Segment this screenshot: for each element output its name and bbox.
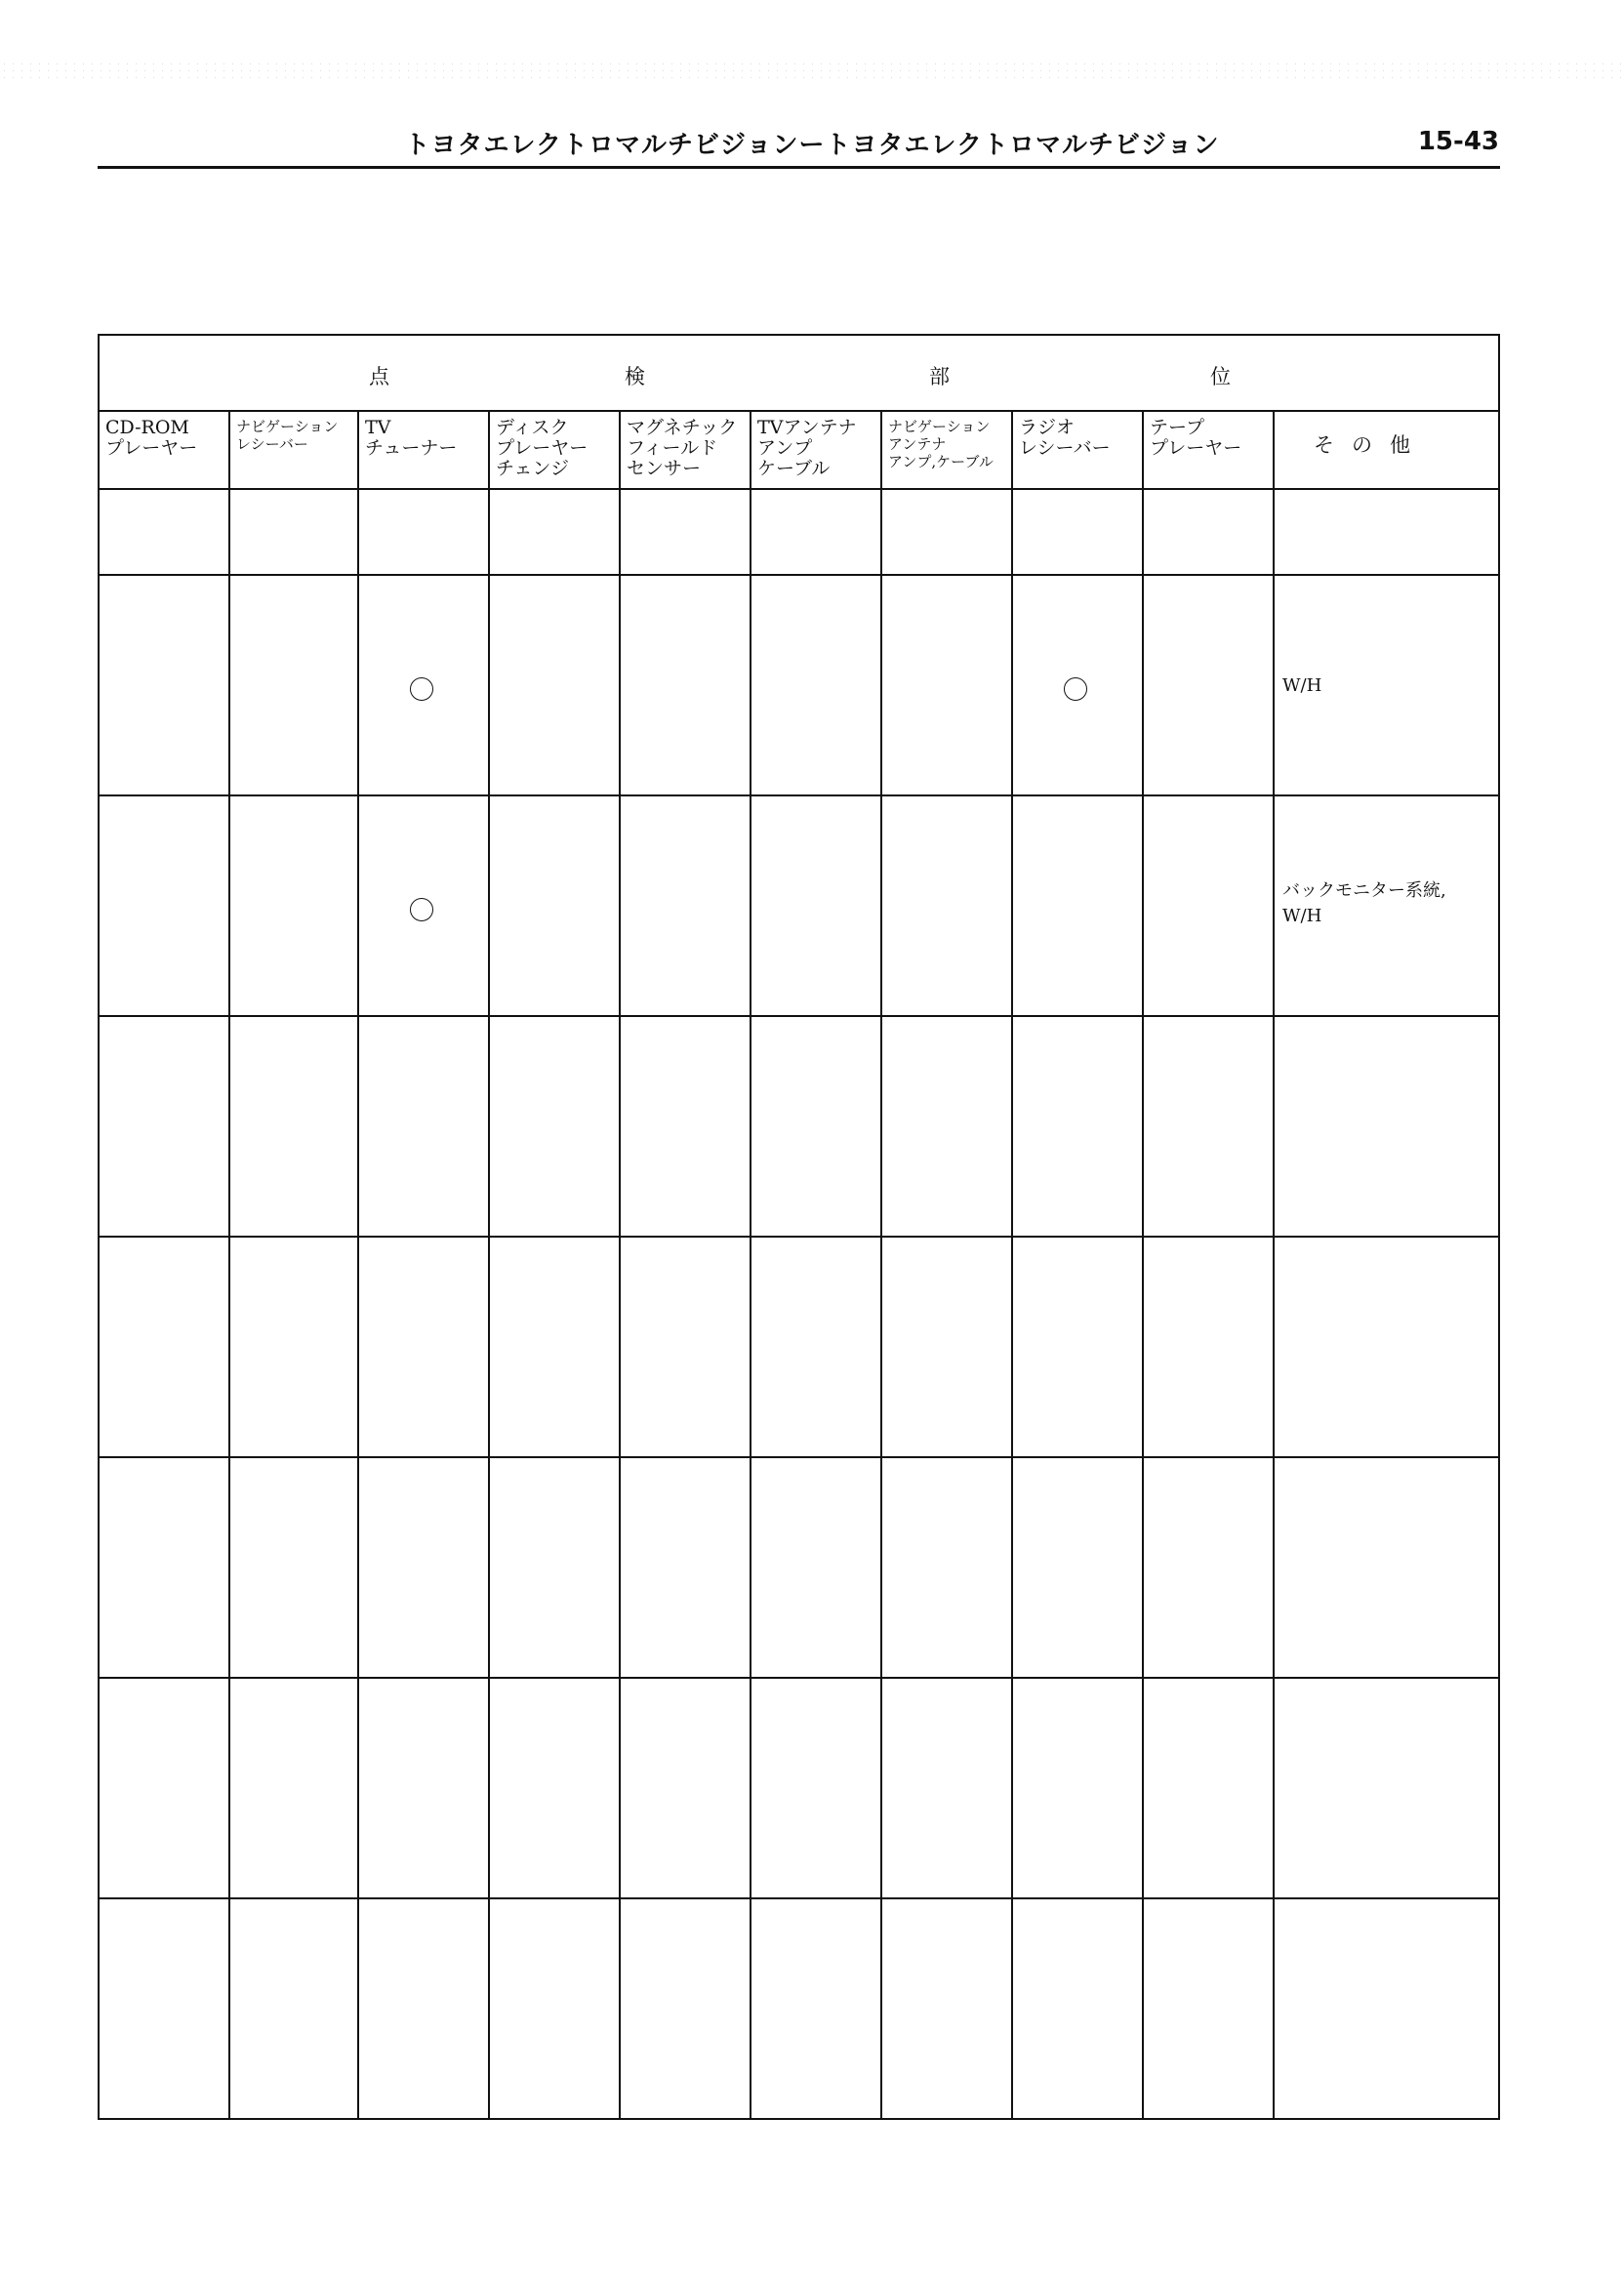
inspection-table	[98, 334, 1499, 2120]
section-label-ten: 点	[369, 365, 389, 388]
column-header-tv-antenna-amp-cable: TVアンテナ アンプ ケーブル	[757, 417, 857, 479]
table-rule	[98, 410, 1499, 412]
table-rule	[98, 488, 1499, 490]
table-rule	[98, 334, 100, 2120]
table-rule	[98, 1015, 1499, 1017]
table-rule	[98, 1456, 1499, 1458]
table-rule	[98, 2118, 1499, 2120]
column-header-navigation-antenna-amp-cable: ナビゲーション アンテナ アンプ,ケーブル	[888, 418, 994, 470]
scan-noise	[0, 61, 1624, 78]
table-rule	[750, 410, 751, 2120]
check-mark-circle	[410, 677, 433, 701]
column-header-magnetic-field-sensor: マグネチック フィールド センサー	[627, 417, 738, 479]
section-label-ken: 検	[625, 365, 645, 388]
column-header-cd-rom-player: CD-ROM プレーヤー	[105, 417, 198, 459]
column-header-tv-tuner: TV チューナー	[365, 417, 458, 459]
table-rule	[228, 410, 230, 2120]
table-rule	[1011, 410, 1013, 2120]
page-title: トヨタエレクトロマルチビジョンートヨタエレクトロマルチビジョン	[404, 131, 1220, 160]
table-rule	[357, 410, 359, 2120]
table-rule	[98, 1677, 1499, 1679]
column-header-radio-receiver: ラジオ レシーバー	[1019, 417, 1111, 459]
table-rule	[98, 334, 1499, 336]
section-label-bu: 部	[929, 365, 950, 388]
column-header-other: その他	[1314, 433, 1428, 457]
table-rule	[1273, 410, 1275, 2120]
table-rule	[98, 1236, 1499, 1238]
column-header-navigation-receiver: ナビゲーション レシーバー	[236, 418, 339, 453]
other-note: バックモニター系統, W/H	[1282, 880, 1446, 926]
table-rule	[880, 410, 882, 2120]
table-rule	[1498, 334, 1500, 2120]
table-rule	[1142, 410, 1144, 2120]
table-rule	[619, 410, 621, 2120]
column-header-tape-player: テープ プレーヤー	[1150, 417, 1242, 459]
header-rule	[98, 166, 1500, 169]
other-note: W/H	[1282, 675, 1322, 696]
table-rule	[98, 1897, 1499, 1899]
table-rule	[98, 574, 1499, 576]
check-mark-circle	[410, 898, 433, 921]
table-rule	[98, 794, 1499, 796]
table-rule	[488, 410, 490, 2120]
page-number: 15-43	[1417, 127, 1499, 156]
section-label-i: 位	[1210, 365, 1231, 388]
column-header-disc-player-changer: ディスク プレーヤー チェンジ	[496, 417, 589, 479]
check-mark-circle	[1064, 677, 1087, 701]
